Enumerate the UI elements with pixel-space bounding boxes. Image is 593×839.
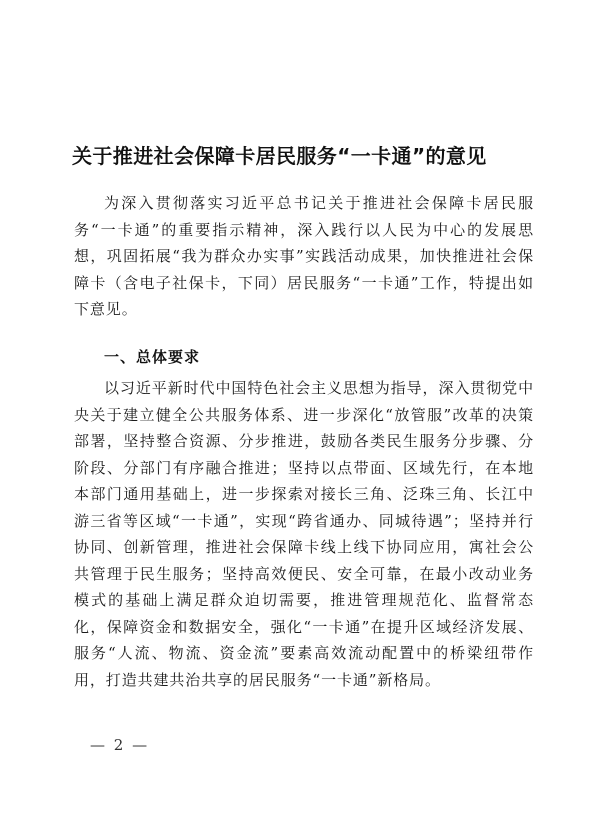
general-requirements-paragraph: 以习近平新时代中国特色社会主义思想为指导，深入贯彻党中央关于建立健全公共服务体系、进一步深化“放管服”改革的决策部署，坚持整合资源、分步推进，鼓励各类民生服务分步骤、分阶段、分部门有序融合推进；坚持以点带面、区域先行，在本地本部门通用基础上，进一步探索对接长三角、泛珠三角、长江中游三省等区域“一卡通”，实现“跨省通办、同城待遇”；坚持并行协同、创新管理，推进社会保障卡线上线下协同应用，寓社会公共管理于民生服务；坚持高效便民、安全可靠，在最小改动业务模式的基础上满足群众迫切需要，推进管理规范化、监督常态化，保障资金和数据安全，强化“一卡通”在提升区域经济发展、服务“人流、物流、资金流”要素高效流动配置中的桥梁纽带作用，打造共建共治共享的居民服务“一卡通”新格局。 bbox=[74, 379, 534, 689]
page-number: — 2 — bbox=[90, 736, 150, 754]
document-title: 关于推进社会保障卡居民服务“一卡通”的意见 bbox=[72, 144, 487, 168]
section-heading-general-requirements: 一、总体要求 bbox=[104, 348, 201, 366]
intro-paragraph: 为深入贯彻落实习近平总书记关于推进社会保障卡居民服务“一卡通”的重要指示精神，深入践行以人民为中心的发展思想，巩固拓展“我为群众办实事”实践活动成果，加快推进社会保障卡（含电子社保卡，下同）居民服务“一卡通”工作，特提出如下意见。 bbox=[74, 194, 534, 318]
